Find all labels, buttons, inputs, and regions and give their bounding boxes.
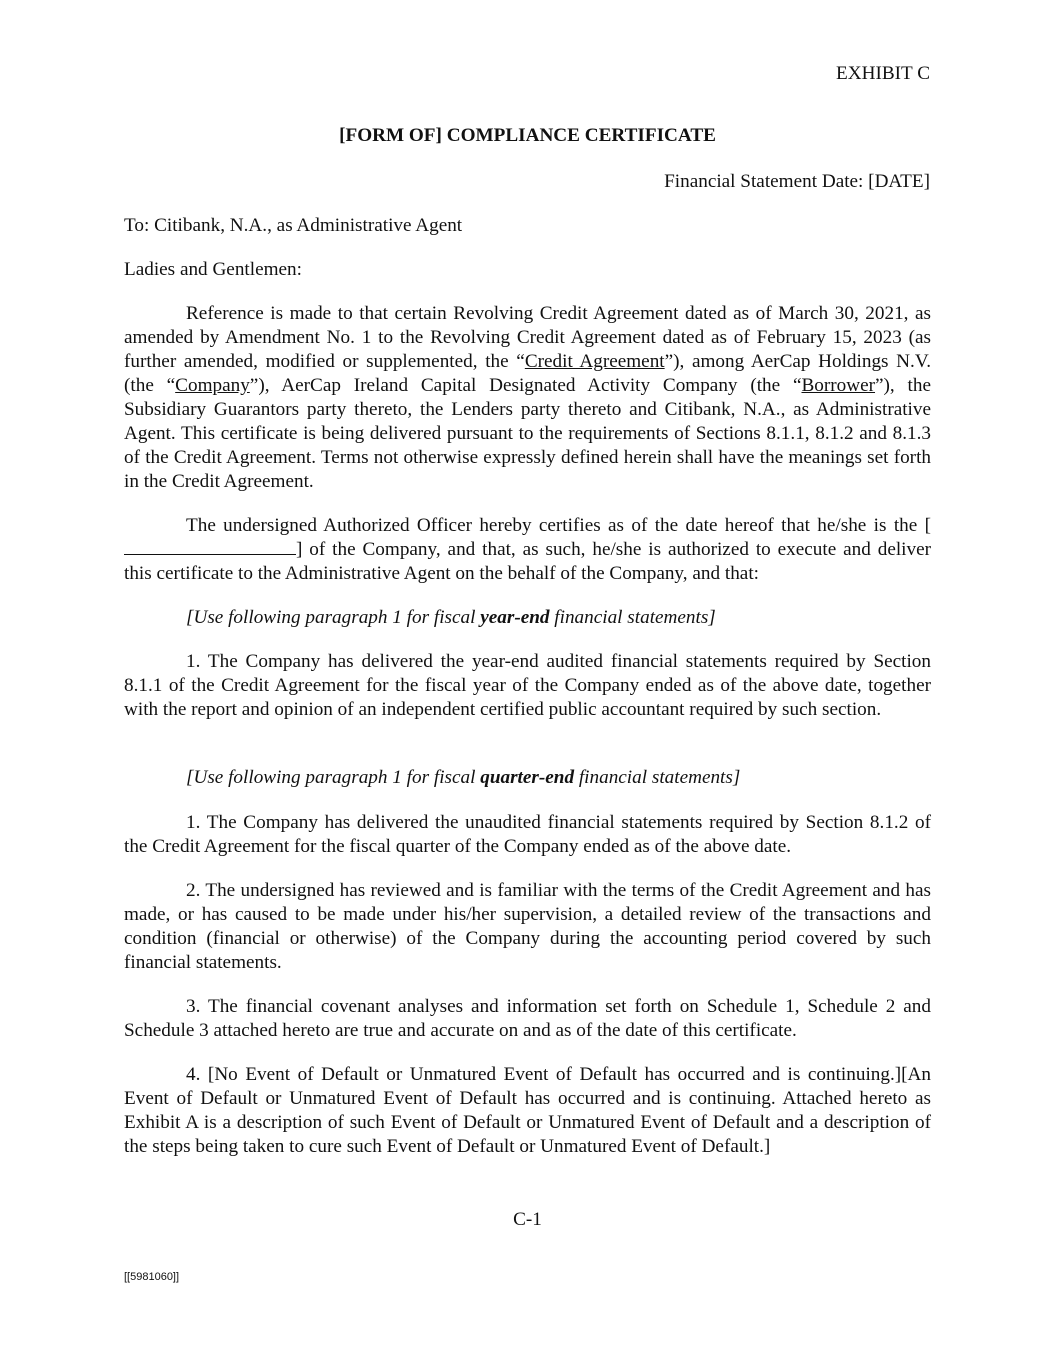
page-number: C-1 [513, 1209, 542, 1230]
instruction-text: [Use following paragraph 1 for fiscal [186, 767, 481, 788]
officer-title-blank[interactable] [124, 538, 296, 555]
instruction-text: financial statements] [549, 607, 716, 628]
reference-text-1: Reference is made to that certain Revolving Credit Agreement dated as of March 30, 2021, as amended by Amendment No. 1 to the Revolving Credit Agreement dated as of February 15, 2023 (as further amended, modified or supplemented, the “ [124, 303, 931, 372]
officer-text-1: The undersigned Authorized Officer hereby certifies as of the date hereof that he/she is the [186, 515, 918, 536]
reference-text-2: ”), among AerCap Holdings N.V. (the “ [124, 351, 932, 396]
salutation: Ladies and Gentlemen: [124, 259, 302, 280]
instruction-year-end [124, 606, 931, 630]
reference-text-3: ”), AerCap Ireland Capital Designated Activity Company (the “ [249, 375, 802, 396]
document-id: [[5981060]] [124, 1271, 180, 1283]
paragraph-1-quarter-end: 1. The Company has delivered the unaudited financial statements required by Section 8.1.2 of the Credit Agreement for the fiscal quarter of the Company ended as of the above date. [124, 812, 931, 857]
reference-paragraph [124, 302, 931, 494]
exhibit-label: EXHIBIT C [836, 63, 930, 84]
instruction-text: [Use following paragraph 1 for fiscal [186, 607, 481, 628]
defined-term-borrower: Borrower [801, 375, 876, 396]
paragraph-2: 2. The undersigned has reviewed and is familiar with the terms of the Credit Agreement and has made, or has caused to be made under his/her supervision, a detailed review of the transactions and condition (financial or otherwise) of the Company during the accounting period covered by such financial statements. [124, 880, 931, 973]
reference-text-4: ”), the Subsidiary Guarantors party thereto, the Lenders party thereto and Citibank, N.A., as Administrative Agent. This certificate is being delivered pursuant to the requirements of Sections 8.1.1, 8.1.2 and 8.1.3 of the Credit Agreement. Terms not otherwise expressly defined herein shall have the meanings set forth in the Credit Agreement. [124, 375, 931, 492]
officer-text-2: of the Company, and that, as such, he/she is authorized to execute and deliver this certificate to the Administrative Agent on the behalf of the Company, and that: [124, 539, 931, 584]
paragraph-1-year-end: 1. The Company has delivered the year-end audited financial statements required by Section 8.1.1 of the Credit Agreement for the fiscal year of the Company ended as of the above date, together with the report and opinion of an independent certified public accountant required by such section. [124, 651, 931, 720]
instruction-quarter-end [124, 766, 931, 790]
defined-term-company: Company [175, 375, 250, 396]
addressee: To: Citibank, N.A., as Administrative Agent [124, 215, 463, 236]
bracket-close: ] [296, 539, 303, 560]
instruction-emphasis: year-end [480, 607, 550, 628]
officer-paragraph [124, 514, 931, 586]
instruction-text: financial statements] [574, 767, 741, 788]
defined-term-credit-agreement: Credit Agreement [524, 351, 665, 372]
paragraph-4: 4. [No Event of Default or Unmatured Event of Default has occurred and is continuing.][An Event of Default or Unmatured Event of Default has occurred and is continuing. Attached hereto as Exhibit A is a description of such Event of Default or Unmatured Event of Default and a description of the steps being taken to cure such Event of Default or Unmatured Event of Default.] [124, 1064, 931, 1157]
instruction-emphasis: quarter-end [480, 767, 575, 788]
financial-statement-date: Financial Statement Date: [DATE] [664, 171, 930, 192]
paragraph-3: 3. The financial covenant analyses and information set forth on Schedule 1, Schedule 2 and Schedule 3 attached hereto are true and accurate on and as of the date of this certificate. [124, 996, 931, 1041]
page-title: [FORM OF] COMPLIANCE CERTIFICATE [339, 125, 716, 146]
bracket-open: [ [924, 515, 932, 536]
